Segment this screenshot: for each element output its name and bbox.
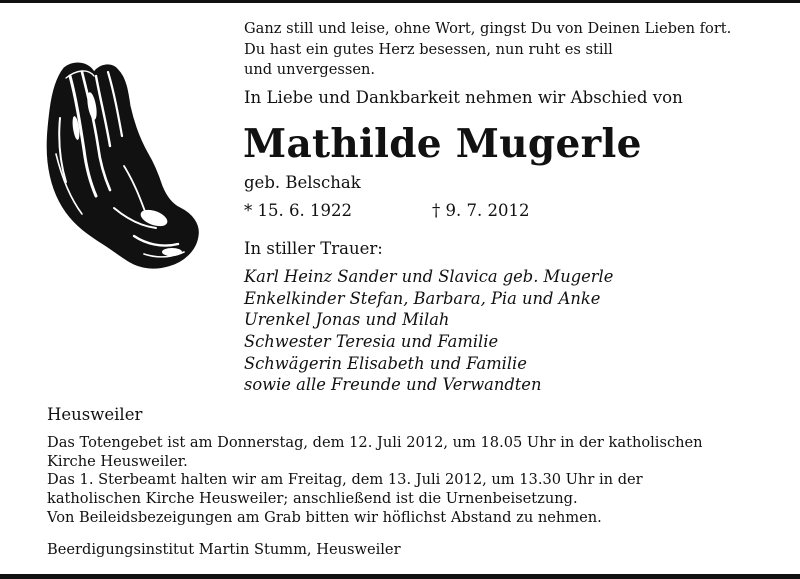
mourner-entry: Urenkel Jonas und Milah — [244, 310, 450, 330]
maiden-name: geb. Belschak — [244, 173, 361, 192]
service-details — [47, 434, 703, 527]
praying-hands-icon — [36, 58, 202, 270]
birth-date: * 15. 6. 1922 — [244, 201, 352, 220]
detail-line: Das 1. Sterbeamt halten wir am Freitag, dem 13. Juli 2012, um 13.30 Uhr in der — [47, 471, 643, 489]
death-date: † 9. 7. 2012 — [432, 201, 530, 220]
mourner-entry: Karl Heinz Sander und Slavica geb. Mugerle — [244, 267, 614, 286]
top-border — [0, 0, 800, 3]
detail-line: katholischen Kirche Heusweiler; anschließend ist die Urnenbeisetzung. — [47, 490, 578, 508]
poem-line: Du hast ein gutes Herz besessen, nun ruht es still — [244, 40, 613, 58]
mourner-entry: Schwester Teresia und Familie — [244, 332, 499, 352]
mourning-heading: In stiller Trauer: — [244, 239, 383, 258]
deceased-name: Mathilde Mugerle — [243, 121, 642, 167]
farewell-line: In Liebe und Dankbarkeit nehmen wir Abschied von — [244, 88, 683, 107]
detail-line: Von Beileidsbezeigungen am Grab bitten wir höflichst Abstand zu nehmen. — [47, 508, 602, 526]
mourner-entry: Enkelkinder Stefan, Barbara, Pia und Anke — [244, 288, 601, 308]
mourner-entry: Schwägerin Elisabeth und Familie — [244, 353, 527, 373]
mourner-entry: sowie alle Freunde und Verwandten — [244, 375, 542, 395]
undertaker: Beerdigungsinstitut Martin Stumm, Heusweiler — [47, 541, 401, 558]
poem-line: Ganz still und leise, ohne Wort, gingst Du von Deinen Lieben fort. — [244, 20, 732, 37]
bottom-border — [0, 574, 800, 579]
poem — [244, 19, 731, 81]
poem-line: und unvergessen. — [244, 61, 376, 78]
mourners-list — [244, 266, 613, 396]
place-name: Heusweiler — [47, 405, 143, 424]
detail-line: Das Totengebet ist am Donnerstag, dem 12. Juli 2012, um 18.05 Uhr in der katholischen — [47, 434, 703, 451]
detail-line: Kirche Heusweiler. — [47, 452, 188, 470]
